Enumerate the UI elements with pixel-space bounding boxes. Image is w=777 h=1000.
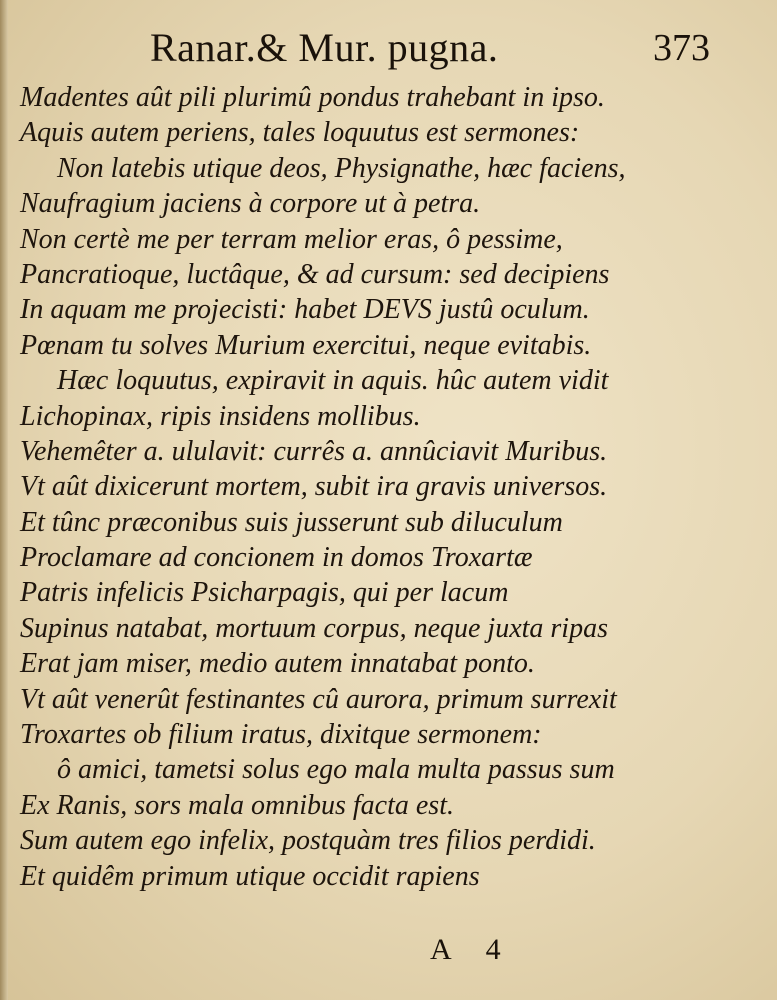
verse-line: Vt aût venerût festinantes cû aurora, primum surrexit (20, 683, 617, 715)
verse-line: Supinus natabat, mortuum corpus, neque juxta ripas (20, 612, 608, 644)
signature-number: 4 (485, 933, 501, 966)
verse-block (12, 80, 767, 894)
verse-line: Non latebis utique deos, Physignathe, hæc faciens, (57, 152, 626, 184)
verse-line: Aquis autem periens, tales loquutus est sermones: (20, 117, 580, 149)
page-number: 373 (653, 27, 710, 69)
verse-line: Madentes aût pili plurimû pondus trahebant in ipso. (20, 82, 605, 113)
signature-mark (430, 925, 550, 975)
verse-line: Pancratioque, luctâque, & ad cursum: sed decipiens (20, 258, 610, 290)
verse-line: Troxartes ob filium iratus, dixitque sermonem: (20, 719, 542, 751)
verse-line: Proclamare ad concionem in domos Troxartæ (20, 542, 533, 574)
verse-line: Ex Ranis, sors mala omnibus facta est. (20, 789, 454, 821)
signature-letter: A (430, 933, 452, 966)
verse-line: In aquam me projecisti: habet DEVS justû oculum. (20, 294, 590, 326)
verse-line: Vt aût dixicerunt mortem, subit ira gravis universos. (20, 471, 608, 503)
verse-line: Sum autem ego infelix, postquàm tres filios perdidi. (20, 825, 596, 857)
verse-line: ô amici, tametsi solus ego mala multa passus sum (57, 754, 615, 786)
verse-line: Patris infelicis Psicharpagis, qui per lacum (20, 577, 509, 609)
verse-line: Non certè me per terram melior eras, ô pessime, (20, 223, 563, 255)
verse-line: Et tûnc præconibus suis jusserunt sub diluculum (20, 506, 563, 538)
page-gutter (0, 0, 8, 1000)
verse-line: Erat jam miser, medio autem innatabat ponto. (20, 648, 535, 680)
verse-line: Hæc loquutus, expiravit in aquis. hûc autem vidit (57, 365, 609, 397)
running-title: Ranar.& Mur. pugna. (150, 25, 499, 70)
verse-line: Pœnam tu solves Murium exercitui, neque evitabis. (20, 329, 592, 361)
verse-line: Lichopinax, ripis insidens mollibus. (20, 400, 421, 432)
running-head (150, 22, 710, 74)
verse-line: Naufragium jaciens à corpore ut à petra. (20, 188, 481, 220)
verse-line: Vehemêter a. ululavit: currês a. annûciavit Muribus. (20, 435, 608, 467)
verse-line: Et quidêm primum utique occidit rapiens (20, 860, 480, 892)
